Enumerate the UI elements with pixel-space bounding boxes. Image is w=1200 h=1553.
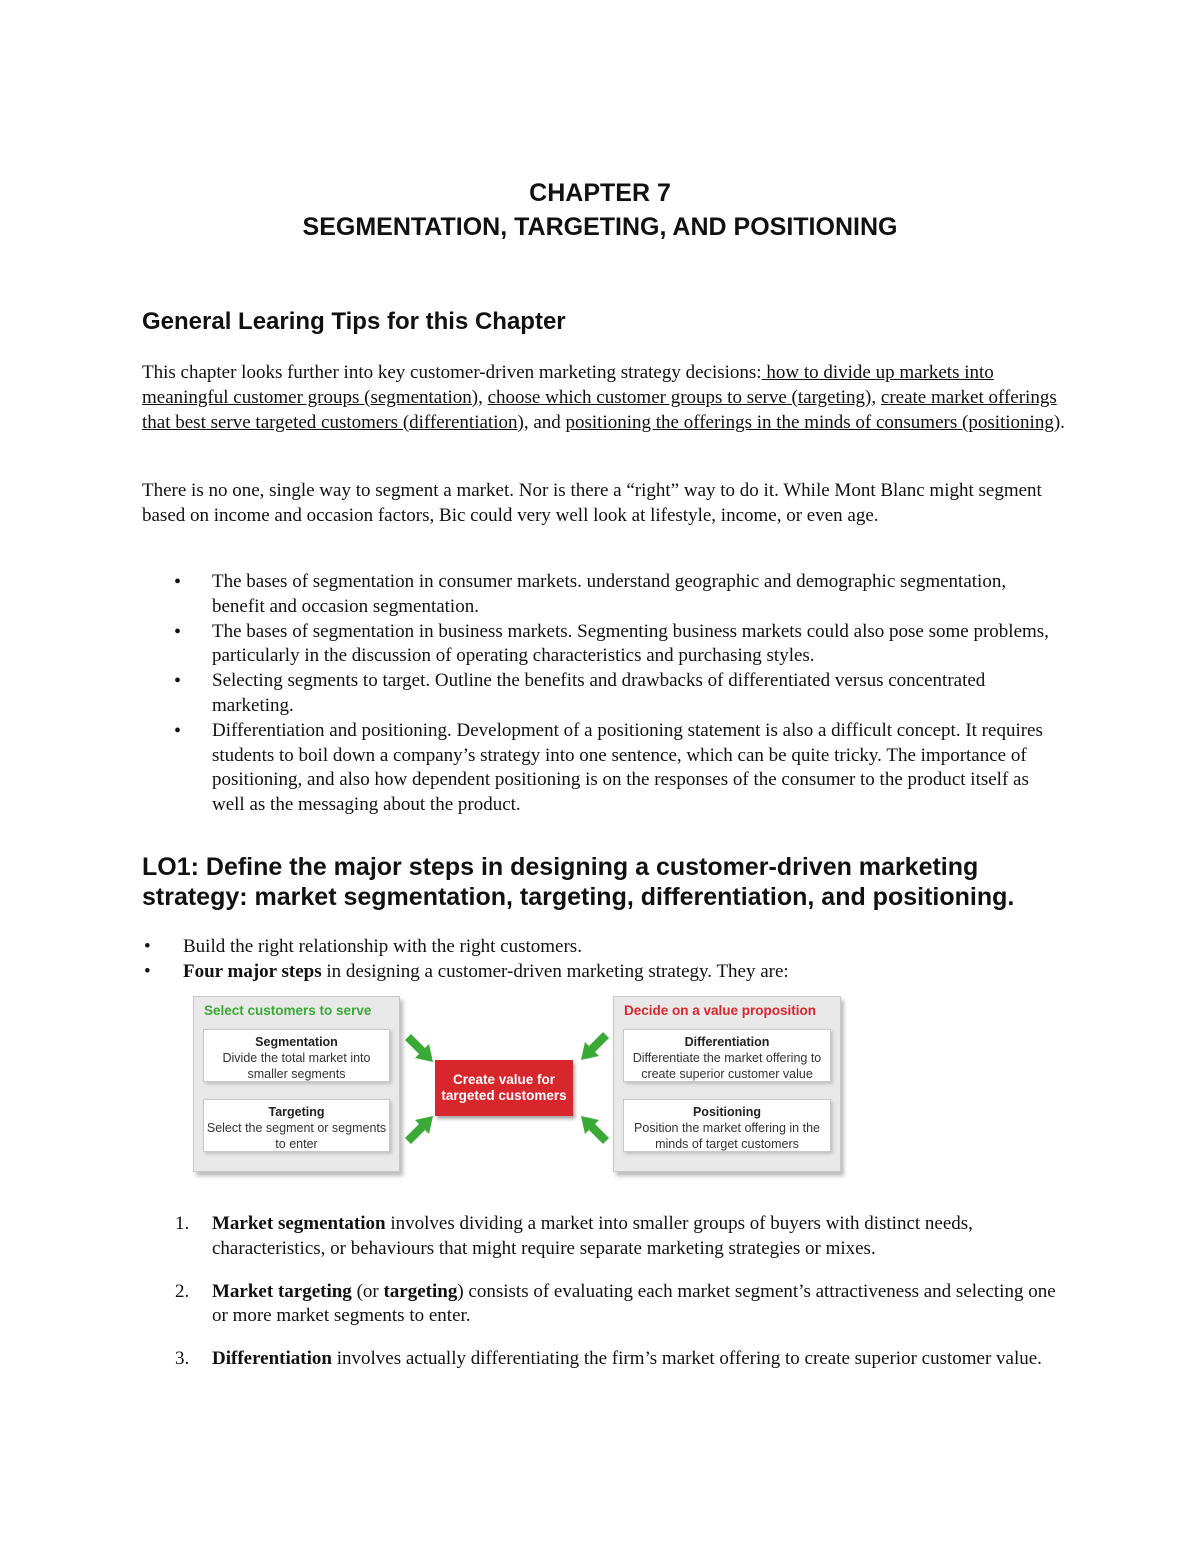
chapter-number: CHAPTER 7 xyxy=(529,179,671,207)
list-item xyxy=(142,960,1042,985)
arrow-icon xyxy=(403,1034,437,1064)
bold-term: Market targeting xyxy=(212,1280,352,1302)
list-item xyxy=(142,1212,1072,1262)
card-title: Segmentation xyxy=(255,1035,338,1049)
bullet-icon: • xyxy=(144,960,151,982)
bold-text: Four major steps xyxy=(183,960,322,982)
lo1-heading: LO1: Define the major steps in designing a customer-driven marketing strategy: market segmentation, targeting, differentiation, and positioning. xyxy=(142,853,1015,911)
tips-heading: General Learing Tips for this Chapter xyxy=(142,308,566,335)
positioning-card xyxy=(623,1099,831,1152)
select-customers-panel xyxy=(193,996,400,1172)
list-number: 1. xyxy=(175,1213,190,1234)
arrow-icon xyxy=(403,1114,437,1144)
list-number: 2. xyxy=(175,1280,190,1302)
list-number: 3. xyxy=(175,1348,190,1370)
tips-bullet-list xyxy=(142,570,1062,818)
center-text: Create value for targeted customers xyxy=(441,1072,567,1103)
bullet-icon: • xyxy=(174,670,182,693)
arrow-icon xyxy=(577,1032,611,1062)
list-item-text: involves actually differentiating the firm’s market offering to create superior customer value. xyxy=(331,1348,1042,1370)
segmentation-card xyxy=(203,1029,390,1082)
arrow-icon xyxy=(577,1114,611,1144)
segmentation-paragraph: There is no one, single way to segment a market. Nor is there a “right” way to do it. While Mont Blanc might segment based on income and occasion factors, Bic could very well look at lifestyle, income, or even age. xyxy=(142,480,1042,526)
bold-term: Market segmentation xyxy=(212,1213,386,1234)
list-item xyxy=(142,669,1062,719)
list-item xyxy=(142,570,1062,620)
list-item-text: involves dividing a market into smaller groups of buyers with distinct needs, characteristics, or behaviours that might require separate marketing strategies or mixes. xyxy=(212,1213,973,1259)
list-item-text: ) consists of evaluating each market segment’s attractiveness and selecting one or more market segments to enter. xyxy=(212,1280,1056,1327)
intro-underline-targeting: choose which customer groups to serve (targeting) xyxy=(487,386,872,408)
chapter-title xyxy=(0,176,1200,244)
value-proposition-panel xyxy=(613,996,841,1172)
card-text: Position the market offering in the minds of target customers xyxy=(634,1121,820,1151)
list-item xyxy=(142,935,1042,960)
list-item-text: Build the right relationship with the right customers. xyxy=(183,936,582,957)
intro-end: . xyxy=(1060,411,1065,433)
create-value-box xyxy=(435,1060,573,1116)
lo1-bullet-list xyxy=(142,935,1042,985)
list-item xyxy=(142,719,1062,818)
list-item xyxy=(142,1280,1072,1330)
stp-diagram xyxy=(193,996,845,1176)
intro-underline-positioning: positioning the offerings in the minds of consumers (positioning) xyxy=(565,411,1061,433)
bold-term: Differentiation xyxy=(212,1348,332,1370)
intro-separator: , xyxy=(871,386,881,408)
list-item-text: (or xyxy=(351,1280,384,1302)
targeting-card xyxy=(203,1099,390,1152)
steps-list xyxy=(142,1212,1072,1390)
list-item-text: The bases of segmentation in consumer markets. understand geographic and demographic segmentation, benefit and occasion segmentation. xyxy=(212,571,1007,617)
intro-paragraph xyxy=(142,361,1072,435)
intro-underline-segmentation: how to divide up markets into meaningful customer groups (segmentation) xyxy=(142,362,994,408)
list-item-text: Selecting segments to target. Outline the benefits and drawbacks of differentiated versus concentrated marketing. xyxy=(212,670,986,716)
list-item-text: in designing a customer-driven marketing strategy. They are: xyxy=(321,960,789,982)
panel-header: Select customers to serve xyxy=(204,1003,372,1018)
bullet-icon: • xyxy=(174,719,182,742)
bold-term: targeting xyxy=(383,1280,458,1302)
card-title: Differentiation xyxy=(684,1035,770,1049)
card-title: Positioning xyxy=(692,1105,762,1119)
list-item-text: Differentiation and positioning. Development of a positioning statement is also a difficult concept. It requires students to boil down a company’s strategy into one sentence, which can be quite tricky. The importance of positioning, and also how dependent positioning is on the responses of the consumer to the product itself as well as the messaging about the product. xyxy=(212,719,1043,816)
differentiation-card xyxy=(623,1029,831,1082)
list-item xyxy=(142,620,1062,670)
intro-underline-differentiation: create market offerings that best serve targeted customers (differentiation) xyxy=(142,386,1057,433)
list-item xyxy=(142,1347,1072,1372)
bullet-icon: • xyxy=(174,620,182,643)
intro-separator: , xyxy=(478,386,488,408)
list-item-text: The bases of segmentation in business markets. Segmenting business markets could also pose some problems, particularly in the discussion of operating characteristics and purchasing styles. xyxy=(212,620,1049,667)
bullet-icon: • xyxy=(174,571,182,593)
intro-text: This chapter looks further into key customer-driven marketing strategy decisions: xyxy=(142,362,762,383)
chapter-subtitle: SEGMENTATION, TARGETING, AND POSITIONING xyxy=(302,213,898,241)
card-title: Targeting xyxy=(268,1105,325,1119)
card-text: Differentiate the market offering to create superior customer value xyxy=(632,1051,822,1081)
card-text: Divide the total market into smaller segments xyxy=(222,1051,371,1081)
card-text: Select the segment or segments to enter xyxy=(206,1121,387,1151)
panel-header: Decide on a value proposition xyxy=(624,1003,817,1018)
bullet-icon: • xyxy=(144,936,151,957)
intro-separator: , and xyxy=(523,411,566,433)
